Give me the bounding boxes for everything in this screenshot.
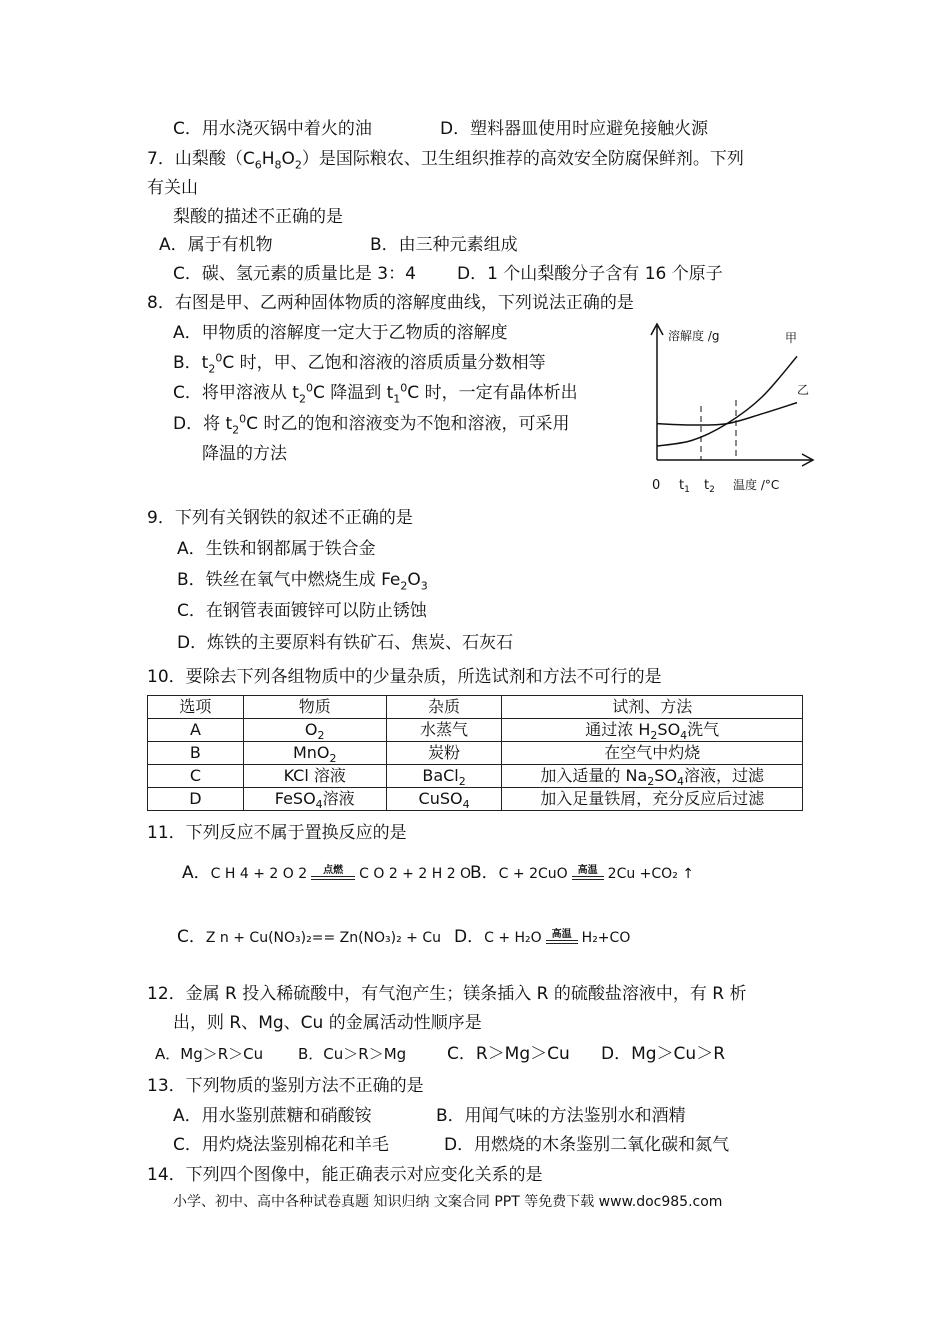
header-option: 选项 [148,696,244,719]
q8-stem: 8．右图是甲、乙两种固体物质的溶解度曲线，下列说法正确的是 [147,293,634,313]
row-method: 加入适量的 $Na_2SO_4$溶液，过滤 [502,765,803,788]
q11-option-c: C．Z n + Cu(NO₃)₂== Zn(NO₃)₂ + Cu [177,927,442,947]
header-method: 试剂、方法 [502,696,803,719]
row-substance: MnO$_2$ [243,742,386,765]
q9-option-b: B．铁丝在氧气中燃烧生成 $Fe_2O_3$ [177,570,428,593]
q11-option-b: B．C + 2CuO 高温 2Cu +CO₂ ↑ [470,863,694,883]
table-row [148,719,803,742]
row-option: C [148,765,244,788]
q7-option-d: D．1 个山梨酸分子含有 16 个原子 [457,264,723,284]
row-impurity: CuSO$_4$ [386,788,502,811]
row-option: B [148,742,244,765]
q8-option-b: B．$t_2^0C$ 时，甲、乙饱和溶液的溶质质量分数相等 [173,351,546,376]
legend-jia: 甲 [785,331,798,345]
origin-label: 0 [652,478,661,493]
row-substance: FeSO$_4$溶液 [243,788,386,811]
q11-stem: 11．下列反应不属于置换反应的是 [147,823,407,843]
q9-option-c: C．在钢管表面镀锌可以防止锈蚀 [177,601,427,621]
header-substance: 物质 [243,696,386,719]
q12-option-a: A．Mg＞R＞Cu [155,1045,264,1063]
q10-table [147,695,803,811]
table-row [148,742,803,765]
q8-option-c: C．将甲溶液从 $t_2^0C$ 降温到 $t_1^0C$ 时，一定有晶体析出 [173,381,578,406]
q12-option-c: C．R＞Mg＞Cu [447,1044,570,1064]
q12-option-d: D．Mg＞Cu＞R [601,1044,726,1064]
header-impurity: 杂质 [386,696,502,719]
table-row [148,788,803,811]
row-substance: KCl 溶液 [243,765,386,788]
q12-stem: 12．金属 R 投入稀硫酸中，有气泡产生；镁条插入 R 的硫酸盐溶液中，有 R 析 [147,984,747,1004]
tick-t2: $t_2$ [704,478,715,495]
q7-stem: 7．山梨酸$(C_6H_8O_2)$是国际粮农、卫生组织推荐的高效安全防腐保鲜剂。下列 [147,149,744,172]
table-row [148,765,803,788]
row-method: 通过浓 $H_2SO_4$洗气 [502,719,803,742]
q7-stem-line2: 有关山 [147,178,198,198]
q9-stem: 9．下列有关钢铁的叙述不正确的是 [147,508,413,528]
q7-option-a: A．属于有机物 [159,235,273,255]
q8-option-a: A．甲物质的溶解度一定大于乙物质的溶解度 [173,323,508,343]
q11-option-a: A．C H 4 + 2 O 2 点燃 C O 2 + 2 H 2 O [182,863,472,883]
q7-option-b: B．由三种元素组成 [370,235,518,255]
page-footer: 小学、初中、高中各种试卷真题 知识归纳 文案合同 PPT 等免费下载 www.doc985.com [173,1194,723,1210]
q12-stem-line2: 出，则 R、Mg、Cu 的金属活动性顺序是 [173,1013,482,1033]
q8-option-d: D．将 $t_2^0C$ 时乙的饱和溶液变为不饱和溶液，可采用 [173,412,570,437]
x-axis [657,454,813,466]
q8-option-d-line2: 降温的方法 [202,444,287,464]
series-yi-curve [657,403,797,425]
q13-option-c: C．用灼烧法鉴别棉花和羊毛 [173,1135,389,1155]
q9-option-a: A．生铁和钢都属于铁合金 [177,539,376,559]
q13-option-d: D．用燃烧的木条鉴别二氧化碳和氮气 [444,1135,730,1155]
x-axis-label: 温度 /°C [733,478,780,492]
q12-option-b: B．Cu＞R＞Mg [298,1045,407,1063]
row-option: A [148,719,244,742]
q6-option-d: D．塑料器皿使用时应避免接触火源 [440,119,709,139]
series-jia-curve [657,356,797,446]
tick-t1: $t_1$ [679,478,690,495]
q10-stem: 10．要除去下列各组物质中的少量杂质，所选试剂和方法不可行的是 [147,667,662,687]
q7-stem-line3: 梨酸的描述不正确的是 [173,207,343,227]
q13-option-a: A．用水鉴别蔗糖和硝酸铵 [173,1106,372,1126]
row-method: 加入足量铁屑，充分反应后过滤 [502,788,803,811]
y-axis-label: 溶解度 /g [668,329,720,343]
legend-yi: 乙 [797,383,810,397]
row-impurity: 炭粉 [386,742,502,765]
q11-option-d: D．C + H₂O 高温 H₂+CO [454,927,631,947]
row-impurity: 水蒸气 [386,719,502,742]
row-option: D [148,788,244,811]
reaction-condition: 高温 [572,866,604,880]
row-impurity: BaCl$_2$ [386,765,502,788]
q14-stem: 14．下列四个图像中，能正确表示对应变化关系的是 [147,1165,543,1185]
q13-option-b: B．用闻气味的方法鉴别水和酒精 [436,1106,686,1126]
solubility-chart [640,318,820,498]
y-axis [651,324,663,460]
q13-stem: 13．下列物质的鉴别方法不正确的是 [147,1076,424,1096]
q7-option-c: C．碳、氢元素的质量比是 3：4 [173,264,416,284]
q9-option-d: D．炼铁的主要原料有铁矿石、焦炭、石灰石 [177,633,514,653]
q6-option-c: C．用水浇灭锅中着火的油 [173,119,372,139]
row-method: 在空气中灼烧 [502,742,803,765]
row-substance: $O_2$ [243,719,386,742]
reaction-condition: 高温 [546,930,578,944]
table-header-row [148,696,803,719]
reaction-condition: 点燃 [311,866,355,880]
